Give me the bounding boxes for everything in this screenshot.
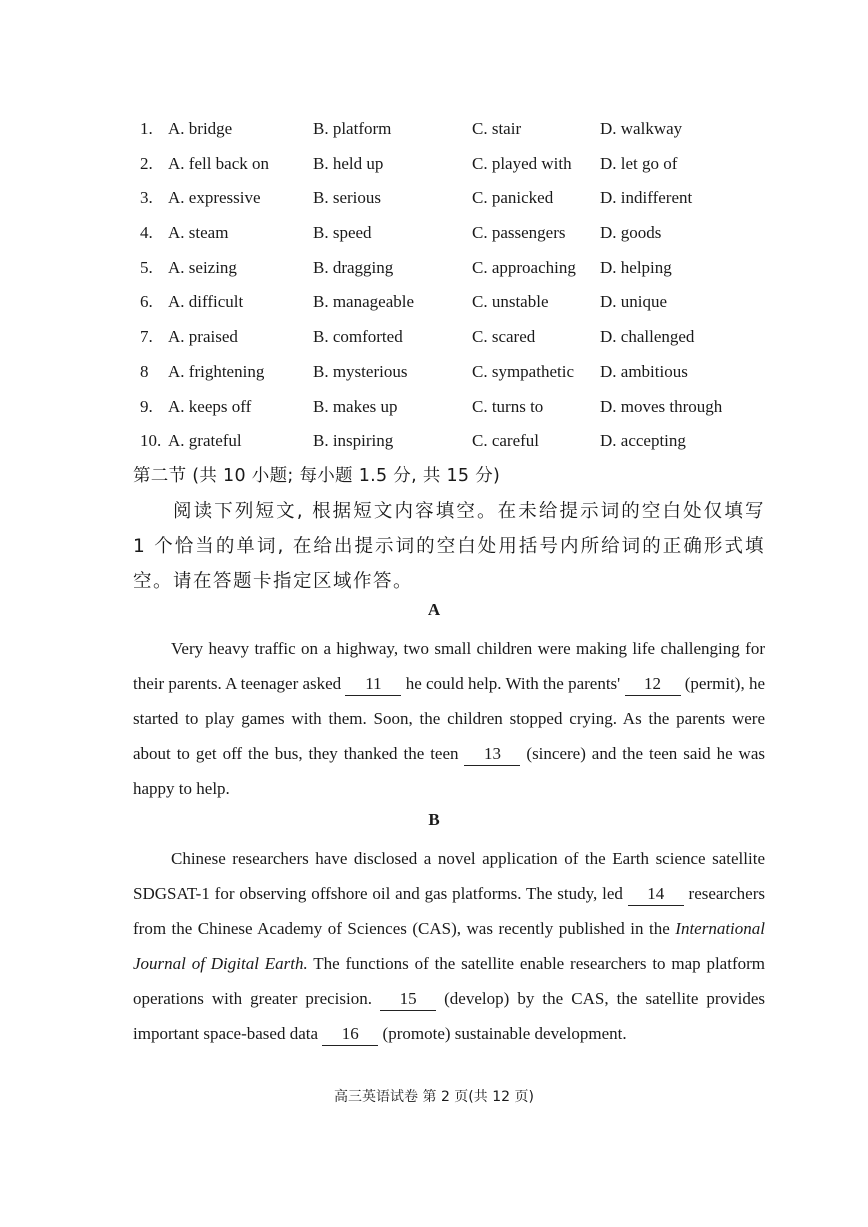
passage-a <box>133 631 765 806</box>
question-number: 6. <box>140 292 153 312</box>
option-row <box>130 112 770 147</box>
option-c: C. careful <box>472 431 540 451</box>
option-c: C. panicked <box>472 188 554 208</box>
option-d: D. challenged <box>600 327 695 347</box>
passage-b-text-2: researchers from the Chinese Academy of Sciences (CAS), was recently published in the <box>133 884 765 938</box>
option-row <box>130 285 770 320</box>
passage-a-text-1: Very heavy traffic on a highway, two small children were making life challenging for their parents. A teenager asked <box>133 639 765 693</box>
option-d: D. let go of <box>600 153 678 173</box>
passage-a-text-2: he could help. With the parents' <box>401 674 625 693</box>
passage-b-text-3: The functions of the satellite enable researchers to map platform operations with greater precision. <box>133 954 765 1008</box>
blank-14: 14 <box>628 883 684 906</box>
option-c: C. approaching <box>472 257 576 277</box>
blank-15: 15 <box>380 988 436 1011</box>
passage-b-label: B <box>428 810 440 829</box>
option-d: D. moves through <box>600 396 723 416</box>
question-number: 4. <box>140 223 153 243</box>
option-c: C. sympathetic <box>472 361 574 381</box>
passage-a-text-3: (permit), he started to play games with them. Soon, the children stopped crying. As the parents were about to get off the bus, they thanked the teen <box>133 674 766 763</box>
option-c: C. played with <box>472 153 572 173</box>
blank-12: 12 <box>625 673 681 696</box>
option-d: D. accepting <box>600 431 686 451</box>
option-d: D. unique <box>600 292 668 312</box>
option-c: C. unstable <box>472 292 549 312</box>
option-row <box>130 424 770 459</box>
option-row <box>130 216 770 251</box>
option-b: B. serious <box>313 188 381 208</box>
option-d: D. ambitious <box>600 361 688 381</box>
option-b: B. comforted <box>313 327 403 347</box>
section-instructions: 阅读下列短文, 根据短文内容填空。在未给提示词的空白处仅填写 1 个恰当的单词, 在给出提示词的空白处用括号内所给词的正确形式填空。请在答题卡指定区域作答。 <box>133 501 765 592</box>
passage-a-text-4: (sincere) and the teen said he was happy to help. <box>133 744 765 798</box>
option-b: B. speed <box>313 223 372 243</box>
option-b: B. held up <box>313 153 384 173</box>
question-number: 7. <box>140 327 153 347</box>
question-number: 1. <box>140 119 153 138</box>
blank-13: 13 <box>464 743 520 766</box>
option-a: A. bridge <box>168 119 233 138</box>
option-c: C. scared <box>472 327 536 347</box>
option-row <box>130 251 770 286</box>
journal-title: International Journal of Digital Earth. <box>133 919 765 973</box>
question-number: 10. <box>140 431 162 451</box>
option-c: C. turns to <box>472 396 544 416</box>
option-row <box>130 355 770 390</box>
blank-16: 16 <box>322 1023 378 1046</box>
passage-b-text-5: (promote) sustainable development. <box>378 1024 627 1043</box>
option-a: A. praised <box>168 327 238 347</box>
option-b: B. manageable <box>313 292 415 312</box>
question-number: 5. <box>140 257 153 277</box>
option-a: A. expressive <box>168 188 261 208</box>
passage-b <box>133 841 765 1051</box>
section-title: 第二节 (共 10 小题; 每小题 1.5 分, 共 15 分) <box>133 466 501 486</box>
option-b: B. mysterious <box>313 361 408 381</box>
option-row <box>130 390 770 425</box>
option-b: B. makes up <box>313 396 398 416</box>
option-d: D. indifferent <box>600 188 693 208</box>
option-row <box>130 181 770 216</box>
option-a: A. keeps off <box>168 396 252 416</box>
option-b: B. platform <box>313 119 392 138</box>
option-a: A. frightening <box>168 361 265 381</box>
option-a: A. seizing <box>168 257 237 277</box>
page-footer: 高三英语试卷 第 2 页(共 12 页) <box>334 1089 534 1105</box>
option-a: A. difficult <box>168 292 244 312</box>
question-number: 9. <box>140 396 153 416</box>
option-d: D. helping <box>600 257 672 277</box>
option-row <box>130 147 770 182</box>
option-d: D. walkway <box>600 119 683 138</box>
question-number: 8 <box>140 361 149 381</box>
option-row <box>130 320 770 355</box>
option-a: A. steam <box>168 223 229 243</box>
option-a: A. grateful <box>168 431 242 451</box>
option-a: A. fell back on <box>168 153 270 173</box>
passage-b-text-1: Chinese researchers have disclosed a novel application of the Earth science satellite SDGSAT-1 for observing offshore oil and gas platforms. The study, led <box>133 849 765 903</box>
option-c: C. stair <box>472 119 522 138</box>
option-b: B. dragging <box>313 257 394 277</box>
question-number: 3. <box>140 188 153 208</box>
question-number: 2. <box>140 153 153 173</box>
option-b: B. inspiring <box>313 431 394 451</box>
option-d: D. goods <box>600 223 662 243</box>
blank-11: 11 <box>345 673 401 696</box>
passage-b-text-4: (develop) by the CAS, the satellite provides important space-based data <box>133 989 765 1043</box>
option-c: C. passengers <box>472 223 566 243</box>
passage-a-label: A <box>427 600 441 619</box>
multiple-choice-options <box>130 112 770 459</box>
